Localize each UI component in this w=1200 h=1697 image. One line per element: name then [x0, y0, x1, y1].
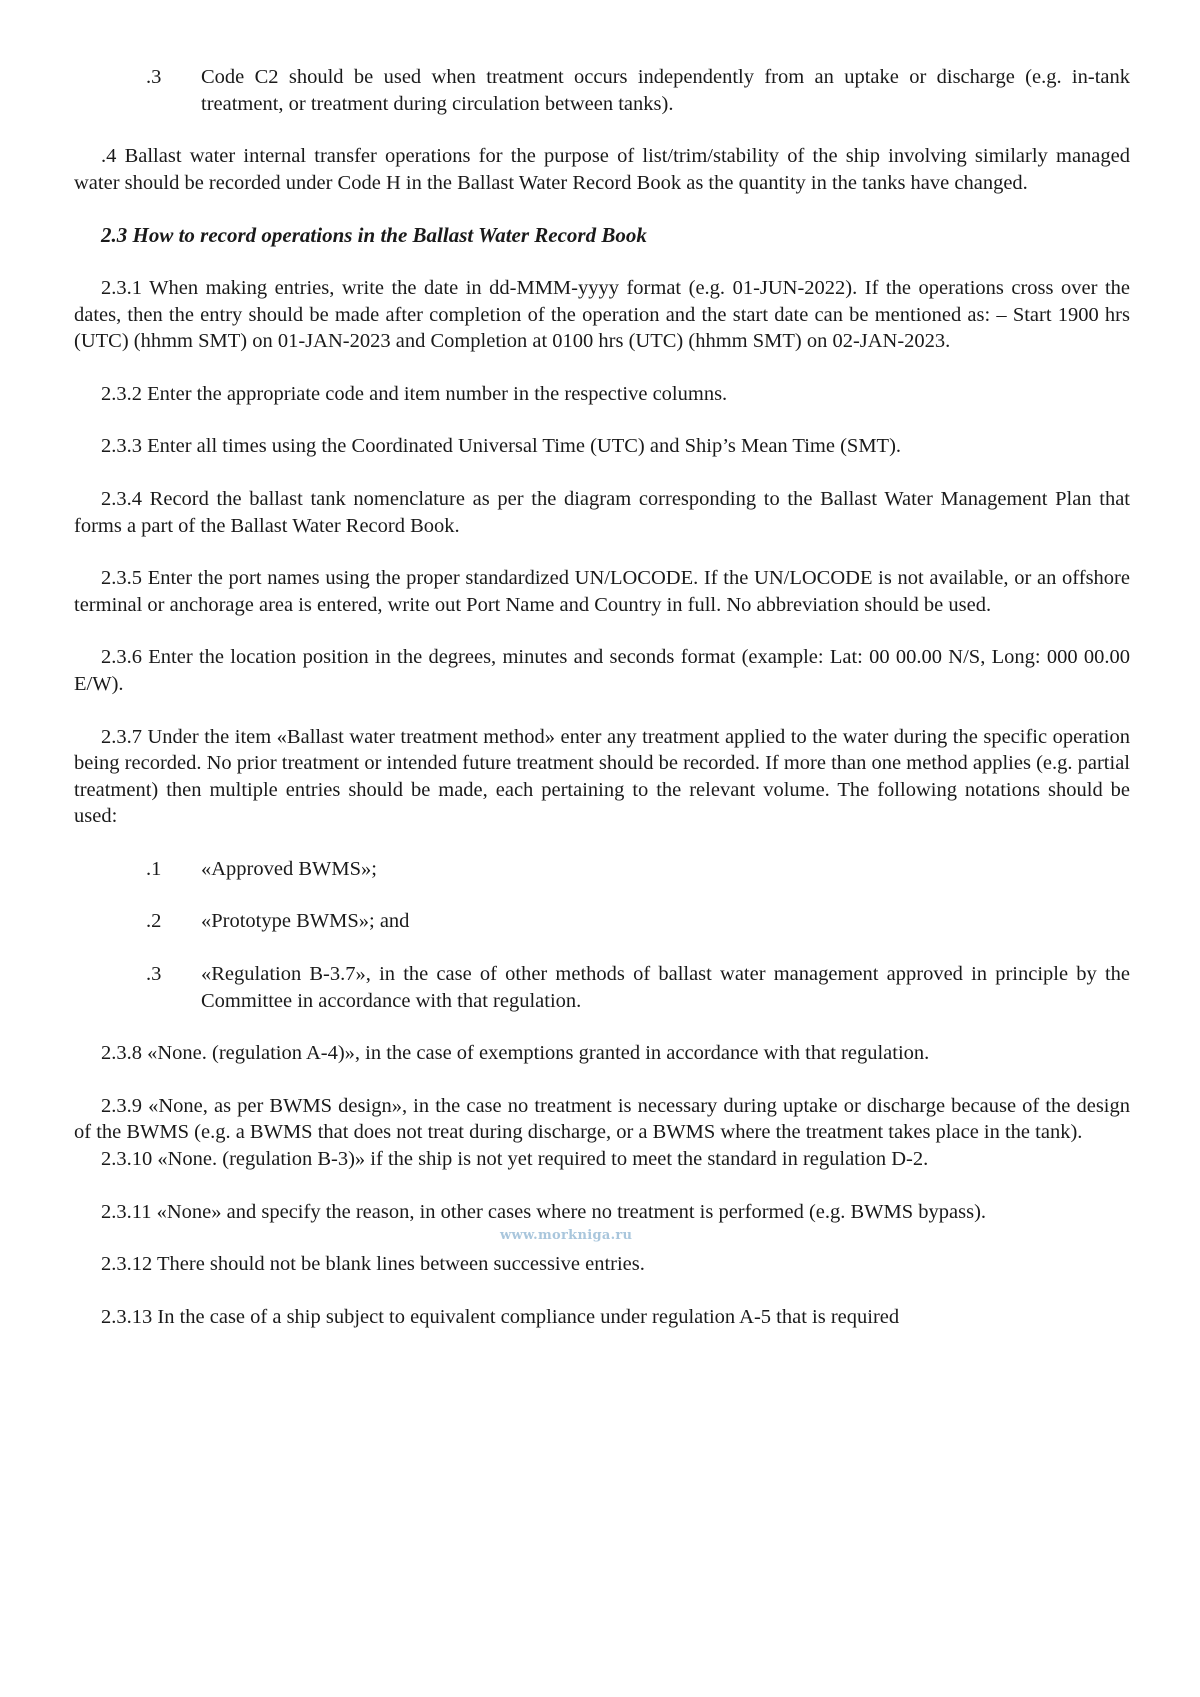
notation-item-prototype-bwms: [146, 908, 1130, 935]
notation-text: «Prototype BWMS»; and: [201, 910, 410, 933]
list-item-number: .3: [146, 66, 162, 88]
paragraph-2-3-11: 2.3.11 «None» and specify the reason, in other cases where no treatment is performed (e.g. BWMS bypass).: [101, 1200, 987, 1223]
notation-number: .2: [146, 910, 162, 933]
watermark: www.morkniga.ru: [500, 1228, 633, 1244]
paragraph-2-3-3: 2.3.3 Enter all times using the Coordinated Universal Time (UTC) and Ship’s Mean Time (SMT).: [101, 435, 902, 458]
notation-item-regulation-b-3-7: [146, 961, 1130, 1014]
notation-item-approved-bwms: [146, 856, 1130, 883]
paragraph-2-3-7: 2.3.7 Under the item «Ballast water treatment method» enter any treatment applied to the water during the specific operation being recorded. No prior treatment or intended future treatment should be recorded. If more than one method applies (e.g. partial treatment) then multiple entries should be made, each pertaining to the relevant volume. The following notations should be used:: [74, 725, 1130, 828]
paragraph-2-3-13: 2.3.13 In the case of a ship subject to equivalent compliance under regulation A-5 that is required: [101, 1305, 900, 1328]
paragraph-2-3-9: 2.3.9 «None, as per BWMS design», in the case no treatment is necessary during uptake or discharge because of the design of the BWMS (e.g. a BWMS that does not treat during discharge, or a BWMS where the treatment takes place in the tank).: [74, 1094, 1130, 1144]
paragraph-2-3-2: 2.3.2 Enter the appropriate code and item number in the respective columns.: [101, 382, 728, 405]
list-item-code-c2: [146, 64, 1130, 117]
paragraph-2-3-1: 2.3.1 When making entries, write the date in dd-MMM-yyyy format (e.g. 01-JUN-2022). If the operations cross over the dates, then the entry should be made after completion of the operation and the start date can be mentioned as: – Start 1900 hrs (UTC) (hhmm SMT) on 01-JAN-2023 and Completion at 0100 hrs (UTC) (hhmm SMT) on 02-JAN-2023.: [74, 276, 1130, 353]
section-heading-2-3: 2.3 How to record operations in the Ballast Water Record Book: [101, 223, 647, 248]
paragraph-2-3-10: 2.3.10 «None. (regulation B-3)» if the ship is not yet required to meet the standard in regulation D-2.: [101, 1148, 929, 1171]
notation-text: «Approved BWMS»;: [201, 857, 377, 880]
notation-number: .3: [146, 963, 162, 986]
document-page: [74, 0, 1130, 1330]
notation-number: .1: [146, 857, 162, 880]
paragraph-2-3-8: 2.3.8 «None. (regulation A-4)», in the case of exemptions granted in accordance with that regulation.: [101, 1042, 930, 1065]
paragraph-2-3-6: 2.3.6 Enter the location position in the degrees, minutes and seconds format (example: Lat: 00 00.00 N/S, Long: 000 00.00 E/W).: [74, 646, 1130, 695]
paragraph-2-3-4: 2.3.4 Record the ballast tank nomenclature as per the diagram corresponding to the Ballast Water Management Plan that forms a part of the Ballast Water Record Book.: [74, 487, 1130, 537]
paragraph-2-3-12: 2.3.12 There should not be blank lines between successive entries.: [101, 1253, 645, 1276]
list-item-text: Code C2 should be used when treatment occurs independently from an uptake or discharge (e.g. in-tank treatment, or treatment during circulation between tanks).: [201, 66, 1130, 115]
paragraph-4-internal-transfer: .4 Ballast water internal transfer operations for the purpose of list/trim/stability of the ship involving similarly managed water should be recorded under Code H in the Ballast Water Record Book as the quantity in the tanks have changed.: [74, 145, 1130, 194]
notation-text: «Regulation B-3.7», in the case of other methods of ballast water management approved in principle by the Committee in accordance with that regulation.: [201, 963, 1130, 1012]
paragraph-2-3-5: 2.3.5 Enter the port names using the proper standardized UN/LOCODE. If the UN/LOCODE is not available, or an offshore terminal or anchorage area is entered, write out Port Name and Country in full. No abbreviation should be used.: [74, 567, 1130, 616]
